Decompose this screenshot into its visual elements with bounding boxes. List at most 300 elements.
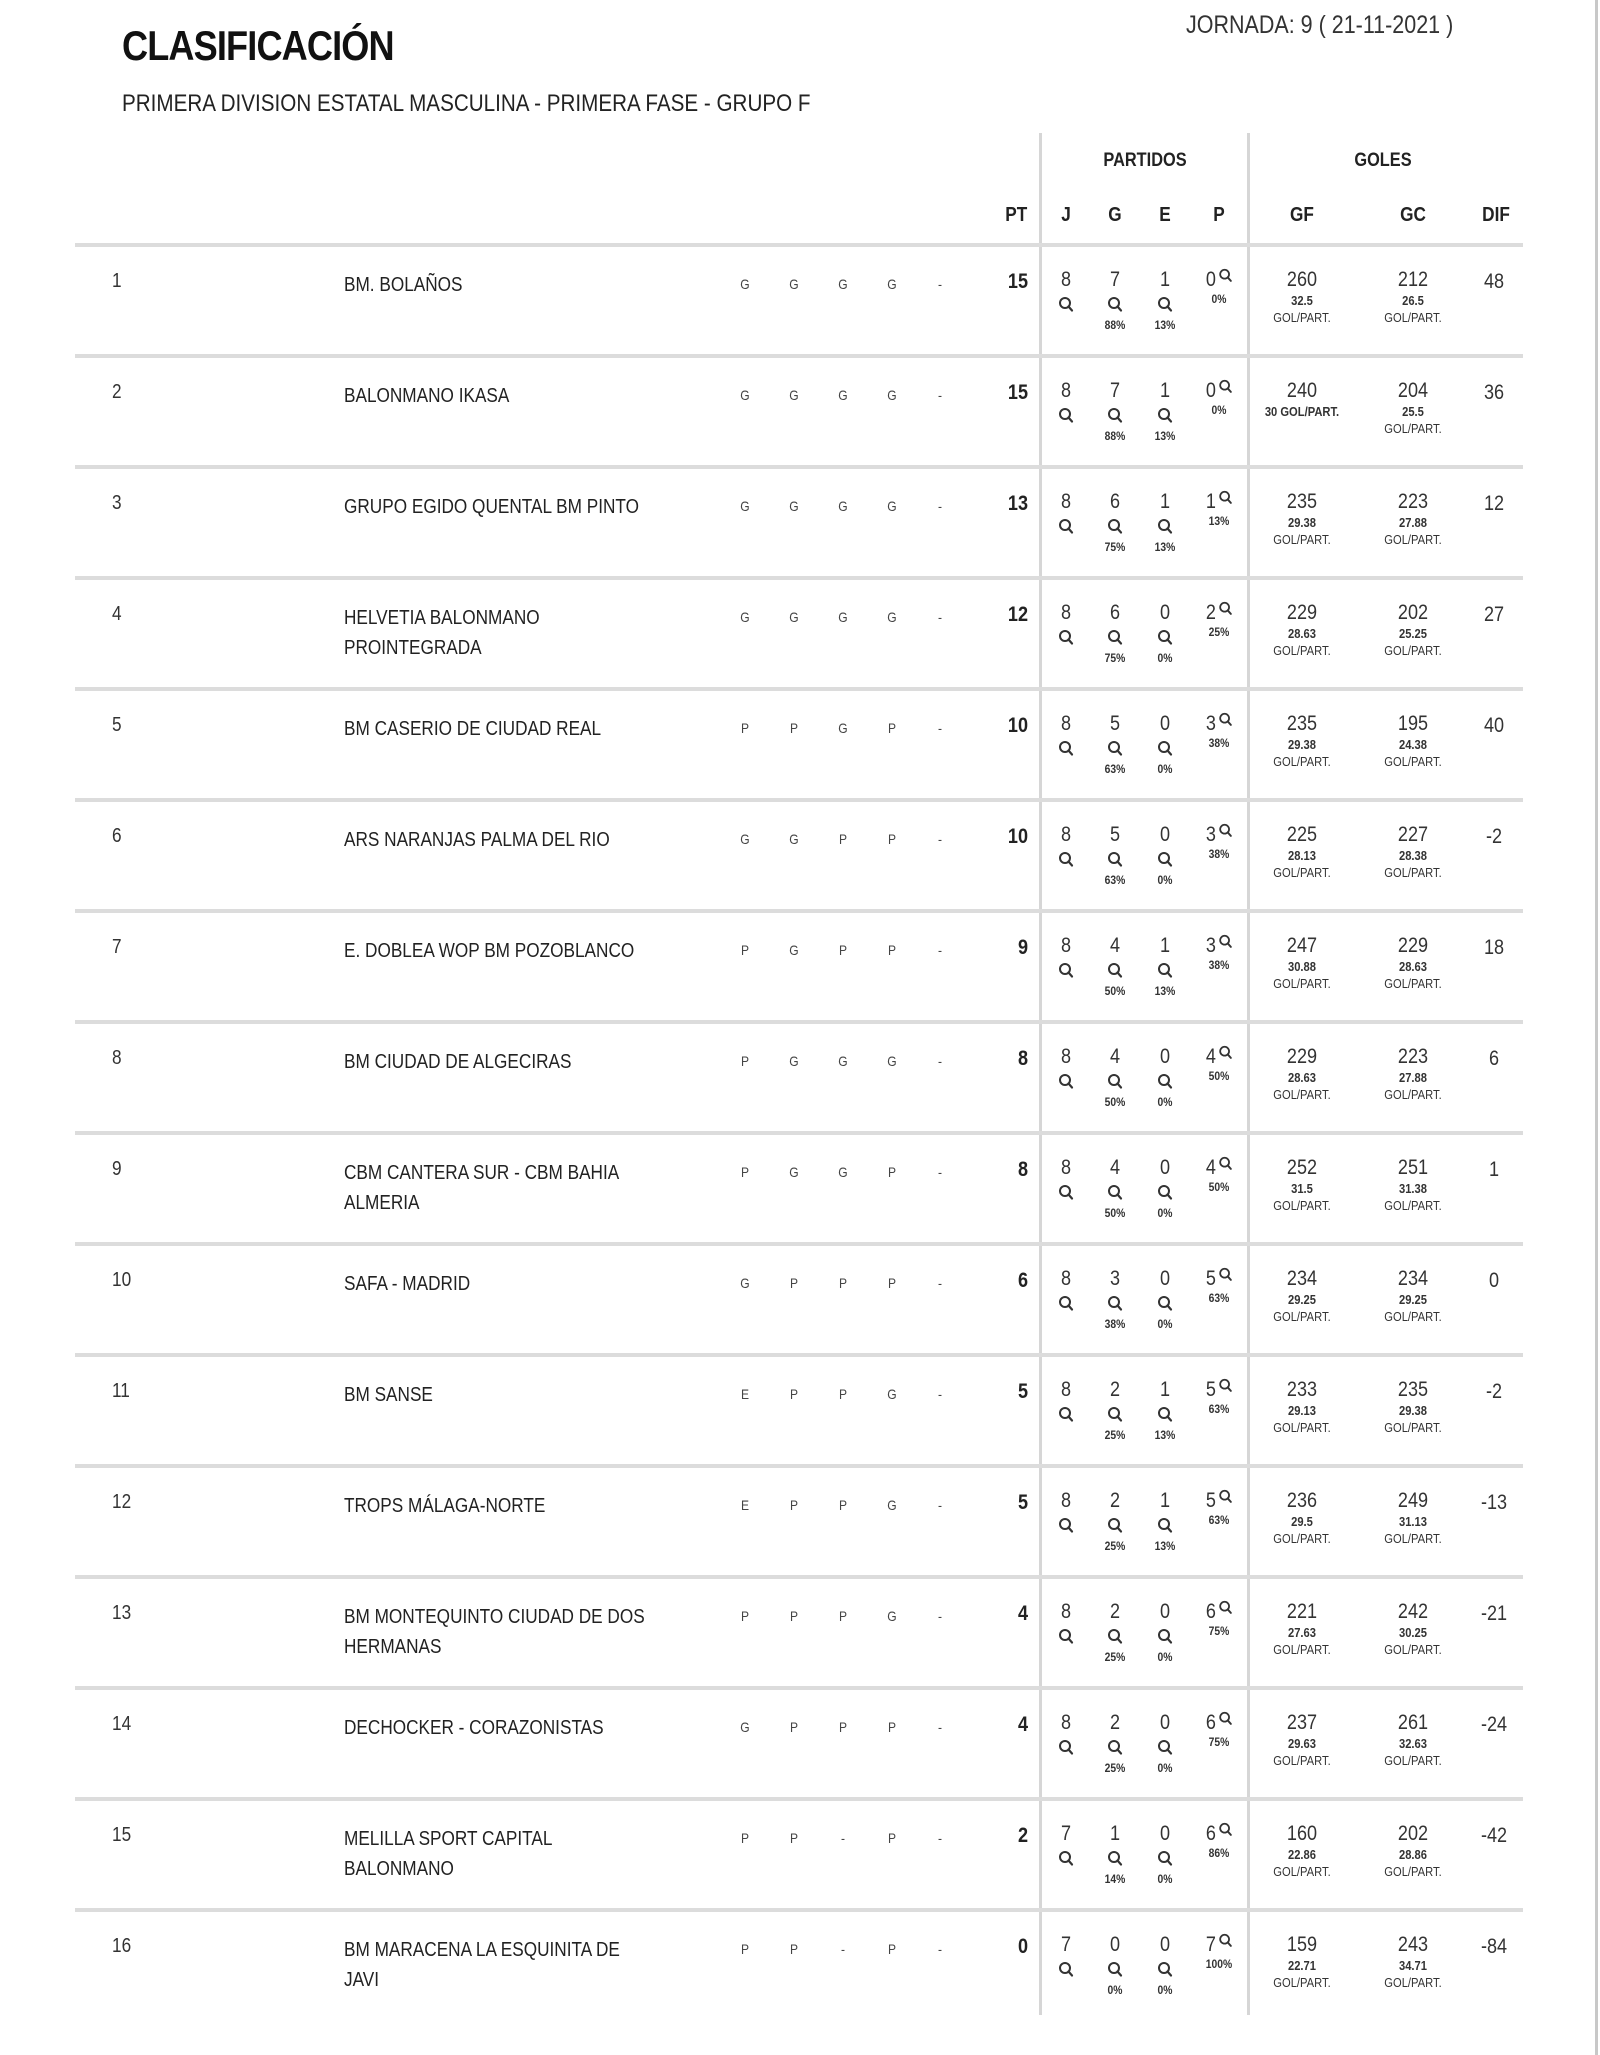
search-icon[interactable] — [1157, 1628, 1173, 1646]
form-result-2: P — [789, 1386, 799, 1402]
goals-for: 247 — [1286, 934, 1318, 957]
team-name[interactable]: CBM CANTERA SUR - CBM BAHIA ALMERIA — [344, 1162, 619, 1214]
search-icon[interactable] — [1157, 851, 1173, 869]
search-icon[interactable] — [1157, 740, 1173, 758]
search-icon[interactable] — [1218, 1489, 1233, 1505]
lost-count: 0 — [1205, 379, 1217, 402]
search-icon[interactable] — [1107, 1628, 1123, 1646]
search-icon[interactable] — [1107, 1073, 1123, 1091]
lost-cell — [1194, 1600, 1244, 1638]
lost-percent: 0% — [1211, 403, 1227, 417]
played-cell — [1046, 712, 1086, 758]
goals-for: 236 — [1286, 1489, 1318, 1512]
goals-for-unit: GOL/PART. — [1273, 1309, 1331, 1324]
search-icon[interactable] — [1218, 934, 1233, 950]
won-cell — [1095, 1711, 1135, 1775]
search-icon[interactable] — [1058, 518, 1074, 536]
drawn-cell — [1145, 490, 1185, 554]
search-icon[interactable] — [1157, 407, 1173, 425]
search-icon[interactable] — [1058, 1739, 1074, 1757]
goals-for: 234 — [1286, 1267, 1318, 1290]
goals-for-average: 32.5 — [1291, 293, 1313, 308]
search-icon[interactable] — [1107, 1406, 1123, 1424]
played-cell — [1046, 1378, 1086, 1424]
form-result-1: P — [740, 942, 750, 958]
team-name[interactable]: GRUPO EGIDO QUENTAL BM PINTO — [344, 496, 639, 518]
form-result-3: P — [838, 942, 848, 958]
goal-difference: 27 — [1483, 603, 1505, 626]
lost-count: 2 — [1205, 601, 1217, 624]
team-name[interactable]: BM SANSE — [344, 1384, 433, 1406]
search-icon[interactable] — [1218, 1711, 1233, 1727]
lost-percent: 100% — [1205, 1957, 1233, 1971]
played-cell — [1046, 379, 1086, 425]
drawn-cell — [1145, 934, 1185, 998]
drawn-count: 1 — [1159, 268, 1171, 291]
search-icon[interactable] — [1058, 1184, 1074, 1202]
team-name[interactable]: SAFA - MADRID — [344, 1273, 471, 1295]
search-icon[interactable] — [1157, 1295, 1173, 1313]
search-icon[interactable] — [1058, 629, 1074, 647]
won-percent: 25% — [1104, 1650, 1126, 1664]
points: 2 — [1017, 1824, 1028, 1847]
drawn-count: 1 — [1159, 1378, 1171, 1401]
form-result-2: P — [789, 1275, 799, 1291]
search-icon[interactable] — [1218, 712, 1233, 728]
goals-against-average: 25.5 — [1402, 404, 1424, 419]
team-name[interactable]: BALONMANO IKASA — [344, 385, 510, 407]
position: 6 — [112, 825, 122, 847]
search-icon[interactable] — [1157, 629, 1173, 647]
drawn-cell — [1145, 1600, 1185, 1664]
search-icon[interactable] — [1157, 296, 1173, 314]
search-icon[interactable] — [1218, 1267, 1233, 1283]
goals-for-average: 30.88 — [1287, 959, 1316, 974]
search-icon[interactable] — [1058, 1628, 1074, 1646]
goal-difference: 48 — [1483, 270, 1505, 293]
won-percent: 50% — [1104, 1095, 1126, 1109]
goal-difference: 0 — [1488, 1269, 1500, 1292]
lost-count: 3 — [1205, 823, 1217, 846]
drawn-count: 0 — [1159, 1156, 1171, 1179]
won-percent: 50% — [1104, 1206, 1126, 1220]
goals-against-cell — [1353, 1600, 1473, 1658]
goals-against-average: 25.25 — [1398, 626, 1427, 641]
goals-for-cell — [1242, 379, 1362, 421]
goals-against-unit: GOL/PART. — [1384, 532, 1442, 547]
search-icon[interactable] — [1107, 296, 1123, 314]
team-name[interactable]: BM CIUDAD DE ALGECIRAS — [344, 1051, 572, 1073]
team-name[interactable]: BM CASERIO DE CIUDAD REAL — [344, 718, 602, 740]
search-icon[interactable] — [1218, 601, 1233, 617]
form-result-3: G — [838, 276, 848, 292]
form-result-5: - — [937, 1497, 943, 1513]
lost-count: 0 — [1205, 268, 1217, 291]
goals-for-unit: GOL/PART. — [1273, 1753, 1331, 1768]
won-percent: 88% — [1104, 429, 1126, 443]
goals-against: 234 — [1397, 1267, 1429, 1290]
goals-against-unit: GOL/PART. — [1384, 1309, 1442, 1324]
form-result-4: G — [887, 1608, 897, 1624]
won-cell — [1095, 1267, 1135, 1331]
won-count: 4 — [1109, 1156, 1121, 1179]
lost-percent: 25% — [1208, 625, 1230, 639]
search-icon[interactable] — [1218, 1822, 1233, 1838]
goals-for-unit: GOL/PART. — [1273, 1087, 1331, 1102]
goals-against-unit: GOL/PART. — [1384, 754, 1442, 769]
search-icon[interactable] — [1058, 1295, 1074, 1313]
lost-count: 4 — [1205, 1156, 1217, 1179]
drawn-percent: 13% — [1154, 540, 1176, 554]
points: 9 — [1017, 936, 1028, 959]
form-result-1: G — [740, 831, 750, 847]
points: 15 — [1007, 381, 1028, 404]
header-pt: PT — [1005, 204, 1028, 226]
search-icon[interactable] — [1218, 379, 1233, 395]
goals-for-average: 28.13 — [1287, 848, 1316, 863]
position: 16 — [112, 1935, 132, 1957]
search-icon[interactable] — [1157, 1406, 1173, 1424]
position: 11 — [112, 1380, 130, 1402]
won-cell — [1095, 268, 1135, 332]
goals-against-unit: GOL/PART. — [1384, 1642, 1442, 1657]
search-icon[interactable] — [1218, 490, 1233, 506]
drawn-cell — [1145, 1156, 1185, 1220]
goals-against-average: 28.38 — [1398, 848, 1427, 863]
team-name[interactable]: MELILLA SPORT CAPITAL BALONMANO — [344, 1828, 552, 1880]
goal-difference: 1 — [1488, 1158, 1500, 1181]
played-cell — [1046, 1489, 1086, 1535]
played-cell — [1046, 823, 1086, 869]
form-result-2: G — [789, 609, 799, 625]
search-icon[interactable] — [1157, 1184, 1173, 1202]
form-result-3: G — [838, 1053, 848, 1069]
position: 5 — [112, 714, 122, 736]
points: 4 — [1017, 1713, 1028, 1736]
goals-for-cell — [1242, 1711, 1362, 1769]
drawn-percent: 0% — [1157, 1872, 1173, 1886]
header-g: G — [1108, 204, 1122, 226]
goals-against: 235 — [1397, 1378, 1429, 1401]
position: 13 — [112, 1602, 132, 1624]
search-icon[interactable] — [1157, 1517, 1173, 1535]
drawn-percent: 0% — [1157, 1317, 1173, 1331]
goals-for-average: 29.38 — [1287, 515, 1316, 530]
form-result-5: - — [937, 387, 943, 403]
goals-against-cell — [1353, 1378, 1473, 1436]
goals-against-unit: GOL/PART. — [1384, 1420, 1442, 1435]
search-icon[interactable] — [1058, 962, 1074, 980]
goals-for-average: 28.63 — [1287, 626, 1316, 641]
goals-for-average: 29.63 — [1287, 1736, 1316, 1751]
search-icon[interactable] — [1058, 1517, 1074, 1535]
points: 6 — [1017, 1269, 1028, 1292]
goal-difference: 36 — [1483, 381, 1505, 404]
search-icon[interactable] — [1107, 1184, 1123, 1202]
search-icon[interactable] — [1157, 1739, 1173, 1757]
won-percent: 88% — [1104, 318, 1126, 332]
goals-against: 212 — [1397, 268, 1429, 291]
drawn-count: 1 — [1159, 1489, 1171, 1512]
search-icon[interactable] — [1058, 851, 1074, 869]
lost-count: 4 — [1205, 1045, 1217, 1068]
form-result-1: E — [740, 1386, 750, 1402]
form-result-3: P — [838, 831, 848, 847]
drawn-count: 0 — [1159, 601, 1171, 624]
goals-for: 240 — [1286, 379, 1318, 402]
search-icon[interactable] — [1157, 1073, 1173, 1091]
competition-subtitle: PRIMERA DIVISION ESTATAL MASCULINA - PRIMERA FASE - GRUPO F — [122, 90, 811, 117]
form-result-5: - — [937, 831, 943, 847]
form-result-2: P — [789, 1830, 799, 1846]
lost-cell — [1194, 268, 1244, 306]
goals-for-cell — [1242, 1267, 1362, 1325]
form-result-3: G — [838, 387, 848, 403]
search-icon[interactable] — [1107, 1961, 1123, 1979]
goals-against-cell — [1353, 268, 1473, 326]
search-icon[interactable] — [1157, 1850, 1173, 1868]
goals-against-unit: GOL/PART. — [1384, 1198, 1442, 1213]
goals-for-unit: GOL/PART. — [1273, 1531, 1331, 1546]
team-name[interactable]: BM MARACENA LA ESQUINITA DE JAVI — [344, 1939, 620, 1991]
form-result-1: G — [740, 609, 750, 625]
goals-against-cell — [1353, 712, 1473, 770]
goal-difference: -2 — [1485, 825, 1503, 848]
form-result-1: P — [740, 1053, 750, 1069]
lost-cell — [1194, 1489, 1244, 1527]
points: 5 — [1017, 1491, 1028, 1514]
goals-against-average: 27.88 — [1398, 1070, 1427, 1085]
goals-for-cell — [1242, 1933, 1362, 1991]
team-name[interactable]: BM. BOLAÑOS — [344, 274, 463, 296]
drawn-count: 1 — [1159, 934, 1171, 957]
points: 4 — [1017, 1602, 1028, 1625]
played-cell — [1046, 1045, 1086, 1091]
lost-percent: 38% — [1208, 736, 1230, 750]
lost-percent: 38% — [1208, 958, 1230, 972]
won-cell — [1095, 1378, 1135, 1442]
goals-against: 223 — [1397, 490, 1429, 513]
lost-cell — [1194, 1933, 1244, 1971]
goals-for-unit: GOL/PART. — [1273, 1642, 1331, 1657]
search-icon[interactable] — [1107, 629, 1123, 647]
search-icon[interactable] — [1218, 823, 1233, 839]
drawn-percent: 13% — [1154, 1539, 1176, 1553]
played-cell — [1046, 1156, 1086, 1202]
goals-against-cell — [1353, 1045, 1473, 1103]
search-icon[interactable] — [1058, 1406, 1074, 1424]
drawn-percent: 0% — [1157, 651, 1173, 665]
position: 2 — [112, 381, 122, 403]
goals-for: 225 — [1286, 823, 1318, 846]
search-icon[interactable] — [1218, 1045, 1233, 1061]
lost-count: 6 — [1205, 1822, 1217, 1845]
position: 7 — [112, 936, 122, 958]
search-icon[interactable] — [1058, 1073, 1074, 1091]
search-icon[interactable] — [1218, 1156, 1233, 1172]
goals-against-average: 31.13 — [1398, 1514, 1427, 1529]
form-result-4: P — [887, 1830, 897, 1846]
goals-against-cell — [1353, 601, 1473, 659]
lost-count: 5 — [1205, 1378, 1217, 1401]
lost-cell — [1194, 1156, 1244, 1194]
lost-count: 7 — [1205, 1933, 1217, 1956]
team-name[interactable]: HELVETIA BALONMANO PROINTEGRADA — [344, 607, 540, 659]
form-result-5: - — [937, 1053, 943, 1069]
goal-difference: -13 — [1480, 1491, 1508, 1514]
won-cell — [1095, 1933, 1135, 1997]
goals-for-cell — [1242, 1822, 1362, 1880]
team-name[interactable]: ARS NARANJAS PALMA DEL RIO — [344, 829, 610, 851]
goals-for-average: 22.71 — [1287, 1958, 1316, 1973]
played-count: 7 — [1060, 1822, 1072, 1845]
goals-for-unit: GOL/PART. — [1273, 976, 1331, 991]
drawn-count: 0 — [1159, 1600, 1171, 1623]
goals-against: 242 — [1397, 1600, 1429, 1623]
goal-difference: -21 — [1480, 1602, 1508, 1625]
header-gf: GF — [1290, 204, 1314, 226]
search-icon[interactable] — [1218, 268, 1233, 284]
header-partidos: PARTIDOS — [1103, 150, 1187, 171]
form-result-1: G — [740, 387, 750, 403]
form-result-4: P — [887, 720, 897, 736]
table-row — [0, 1911, 1600, 2021]
search-icon[interactable] — [1107, 1739, 1123, 1757]
team-name[interactable]: E. DOBLEA WOP BM POZOBLANCO — [344, 940, 635, 962]
won-count: 7 — [1109, 268, 1121, 291]
table-row — [0, 690, 1600, 800]
drawn-cell — [1145, 1045, 1185, 1109]
goal-difference: -24 — [1480, 1713, 1508, 1736]
table-row — [0, 1245, 1600, 1355]
won-count: 2 — [1109, 1711, 1121, 1734]
won-count: 2 — [1109, 1378, 1121, 1401]
goals-for-average: 31.5 — [1291, 1181, 1313, 1196]
goals-for: 260 — [1286, 268, 1318, 291]
form-result-1: G — [740, 1275, 750, 1291]
position: 3 — [112, 492, 122, 514]
goals-against-average: 31.38 — [1398, 1181, 1427, 1196]
lost-cell — [1194, 1711, 1244, 1749]
search-icon[interactable] — [1107, 740, 1123, 758]
lost-cell — [1194, 1267, 1244, 1305]
table-row — [0, 801, 1600, 911]
form-result-4: G — [887, 276, 897, 292]
position: 12 — [112, 1491, 132, 1513]
search-icon[interactable] — [1107, 962, 1123, 980]
page-title: CLASIFICACIÓN — [122, 22, 394, 69]
drawn-count: 0 — [1159, 1045, 1171, 1068]
lost-percent: 38% — [1208, 847, 1230, 861]
search-icon[interactable] — [1157, 962, 1173, 980]
goals-for-average: 29.38 — [1287, 737, 1316, 752]
search-icon[interactable] — [1058, 1850, 1074, 1868]
search-icon[interactable] — [1058, 740, 1074, 758]
header-j: J — [1061, 204, 1071, 226]
search-icon[interactable] — [1218, 1378, 1233, 1394]
form-result-4: G — [887, 1386, 897, 1402]
goals-against: 195 — [1397, 712, 1429, 735]
search-icon[interactable] — [1107, 1850, 1123, 1868]
table-row — [0, 357, 1600, 467]
goals-against-cell — [1353, 1267, 1473, 1325]
lost-count: 6 — [1205, 1711, 1217, 1734]
form-result-2: G — [789, 498, 799, 514]
search-icon[interactable] — [1218, 1600, 1233, 1616]
team-name[interactable]: TROPS MÁLAGA-NORTE — [344, 1495, 546, 1517]
search-icon[interactable] — [1107, 518, 1123, 536]
drawn-cell — [1145, 1822, 1185, 1886]
header-dif: DIF — [1482, 204, 1510, 226]
form-result-5: - — [937, 942, 943, 958]
played-cell — [1046, 601, 1086, 647]
position: 8 — [112, 1047, 122, 1069]
form-result-4: G — [887, 498, 897, 514]
form-result-5: - — [937, 1719, 943, 1735]
lost-percent: 63% — [1208, 1513, 1230, 1527]
played-count: 8 — [1060, 268, 1072, 291]
goals-for-unit: GOL/PART. — [1273, 310, 1331, 325]
lost-cell — [1194, 823, 1244, 861]
played-cell — [1046, 490, 1086, 536]
search-icon[interactable] — [1107, 1517, 1123, 1535]
team-name[interactable]: BM MONTEQUINTO CIUDAD DE DOS HERMANAS — [344, 1606, 645, 1658]
won-cell — [1095, 712, 1135, 776]
goals-for-cell — [1242, 823, 1362, 881]
team-name[interactable]: DECHOCKER - CORAZONISTAS — [344, 1717, 604, 1739]
drawn-count: 1 — [1159, 490, 1171, 513]
lost-cell — [1194, 1045, 1244, 1083]
search-icon[interactable] — [1157, 1961, 1173, 1979]
won-count: 5 — [1109, 823, 1121, 846]
form-result-5: - — [937, 276, 943, 292]
search-icon[interactable] — [1157, 518, 1173, 536]
table-row — [0, 1800, 1600, 1910]
drawn-count: 0 — [1159, 823, 1171, 846]
goals-against-unit: GOL/PART. — [1384, 1087, 1442, 1102]
goals-for-cell — [1242, 1489, 1362, 1547]
form-result-1: G — [740, 1719, 750, 1735]
goals-against: 229 — [1397, 934, 1429, 957]
goals-against-cell — [1353, 1822, 1473, 1880]
form-result-3: P — [838, 1386, 848, 1402]
won-cell — [1095, 823, 1135, 887]
search-icon[interactable] — [1218, 1933, 1233, 1949]
drawn-percent: 13% — [1154, 1428, 1176, 1442]
form-result-5: - — [937, 1941, 943, 1957]
form-result-5: - — [937, 720, 943, 736]
table-row — [0, 246, 1600, 356]
form-result-1: P — [740, 1164, 750, 1180]
form-result-4: G — [887, 387, 897, 403]
goal-difference: 12 — [1483, 492, 1505, 515]
search-icon[interactable] — [1058, 407, 1074, 425]
form-result-2: P — [789, 1941, 799, 1957]
search-icon[interactable] — [1107, 851, 1123, 869]
form-result-5: - — [937, 609, 943, 625]
form-result-3: - — [840, 1941, 846, 1957]
search-icon[interactable] — [1058, 296, 1074, 314]
lost-percent: 50% — [1208, 1069, 1230, 1083]
won-percent: 25% — [1104, 1761, 1126, 1775]
search-icon[interactable] — [1107, 1295, 1123, 1313]
search-icon[interactable] — [1058, 1961, 1074, 1979]
won-percent: 0% — [1107, 1983, 1123, 1997]
played-cell — [1046, 1711, 1086, 1757]
form-result-5: - — [937, 498, 943, 514]
goals-for-cell — [1242, 1378, 1362, 1436]
search-icon[interactable] — [1107, 407, 1123, 425]
